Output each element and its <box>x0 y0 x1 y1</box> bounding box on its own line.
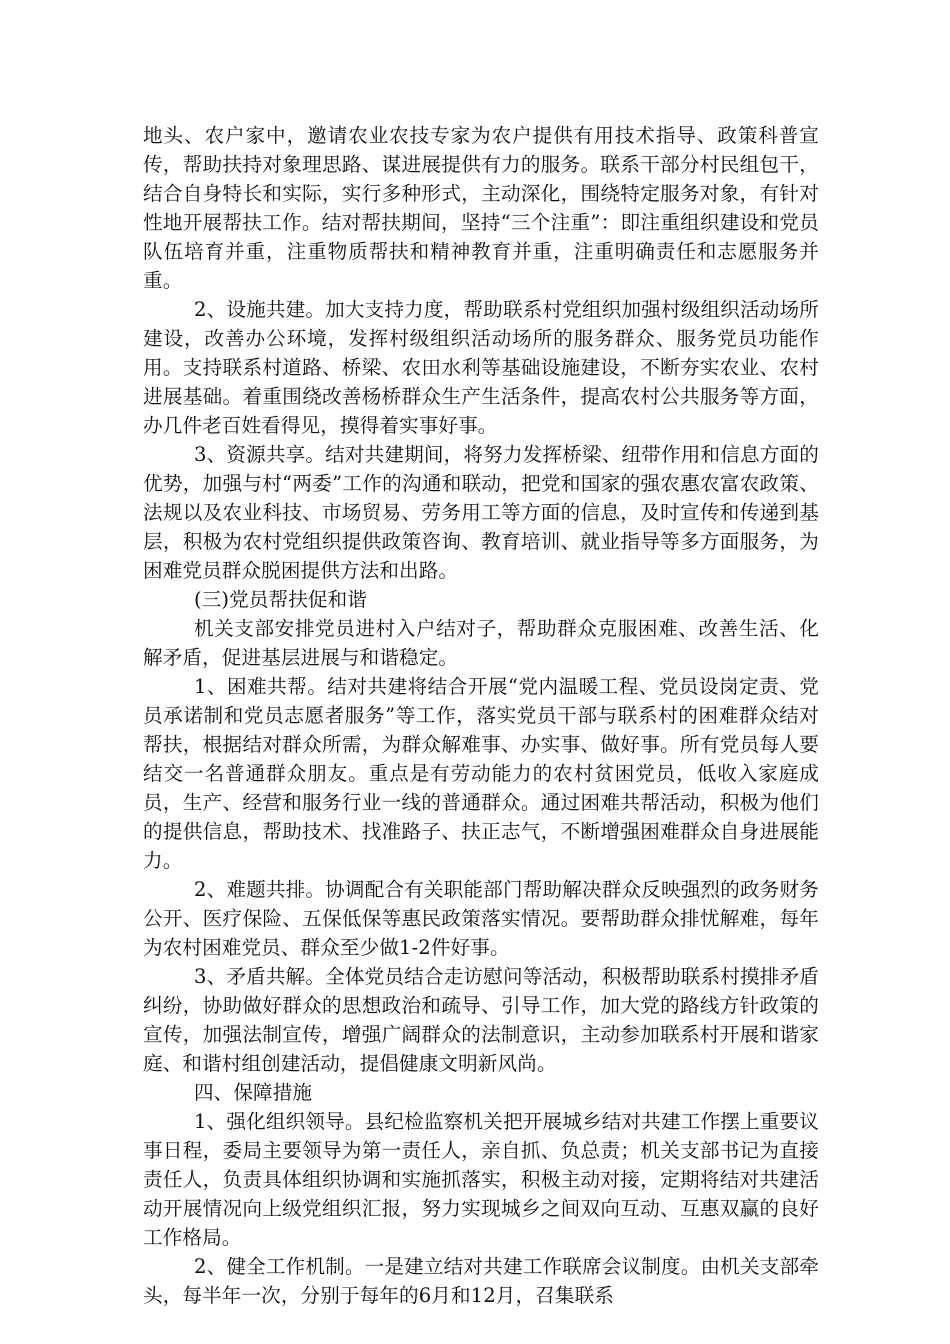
paragraph: 3、资源共享。结对共建期间，将努力发挥桥梁、纽带作用和信息方面的优势，加强与村“两委”工作的沟通和联动，把党和国家的强农惠农富农政策、法规以及农业科技、市场贸易、劳务用工等方面的信息，及时宣传和传递到基层，积极为农村党组织提供政策咨询、教育培训、就业指导等多方面服务，为困难党员群众脱困提供方法和出路。 <box>143 443 819 582</box>
paragraph: 1、强化组织领导。县纪检监察机关把开展城乡结对共建工作摆上重要议事日程，委局主要领导为第一责任人，亲自抓、负总责；机关支部书记为直接责任人，负责具体组织协调和实施抓落实，积极主动对接，定期将结对共建活动开展情况向上级党组织汇报，努力实现城乡之间双向互动、互惠双赢的良好工作格局。 <box>143 1110 819 1249</box>
paragraph: 1、困难共帮。结对共建将结合开展“党内温暖工程、党员设岗定责、党员承诺制和党员志愿者服务”等工作，落实党员干部与联系村的困难群众结对帮扶，根据结对群众所需，为群众解难事、办实事、做好事。所有党员每人要结交一名普通群众朋友。重点是有劳动能力的农村贫困党员，低收入家庭成员，生产、经营和服务行业一线的普通群众。通过困难共帮活动，积极为他们的提供信息，帮助技术、找准路子、扶正志气，不断增强困难群众自身进展能力。 <box>143 675 819 872</box>
section-heading: 四、保障措施 <box>193 1081 313 1104</box>
paragraph: 3、矛盾共解。全体党员结合走访慰问等活动，积极帮助联系村摸排矛盾纠纷，协助做好群众的思想政治和疏导、引导工作，加大党的路线方针政策的宣传，加强法制宣传，增强广阔群众的法制意识，主动参加联系村开展和谐家庭、和谐村组创建活动，提倡健康文明新风尚。 <box>143 965 819 1075</box>
document-body <box>143 121 819 1310</box>
paragraph: 2、难题共排。协调配合有关职能部门帮助解决群众反映强烈的政务财务公开、医疗保险、五保低保等惠民政策落实情况。要帮助群众排忧解难，每年为农村困难党员、群众至少做1-2件好事。 <box>143 878 819 959</box>
paragraph: 2、健全工作机制。一是建立结对共建工作联席会议制度。由机关支部牵头，每半年一次，分别于每年的6月和12月，召集联系 <box>143 1255 819 1307</box>
section-heading: (三)党员帮扶促和谐 <box>193 588 367 611</box>
paragraph: 地头、农户家中，邀请农业农技专家为农户提供有用技术指导、政策科普宣传，帮助扶持对象理思路、谋进展提供有力的服务。联系干部分村民组包干，结合自身特长和实际，实行多种形式，主动深化，围绕特定服务对象，有针对性地开展帮扶工作。结对帮扶期间，坚持“三个注重”：即注重组织建设和党员队伍培育并重，注重物质帮扶和精神教育并重，注重明确责任和志愿服务并重。 <box>143 124 819 292</box>
paragraph: 机关支部安排党员进村入户结对子，帮助群众克服困难、改善生活、化解矛盾，促进基层进展与和谐稳定。 <box>143 617 819 669</box>
paragraph: 2、设施共建。加大支持力度，帮助联系村党组织加强村级组织活动场所建设，改善办公环境，发挥村级组织活动场所的服务群众、服务党员功能作用。支持联系村道路、桥梁、农田水利等基础设施建设，不断夯实农业、农村进展基础。着重围绕改善杨桥群众生产生活条件，提高农村公共服务等方面，办几件老百姓看得见，摸得着实事好事。 <box>143 298 819 437</box>
